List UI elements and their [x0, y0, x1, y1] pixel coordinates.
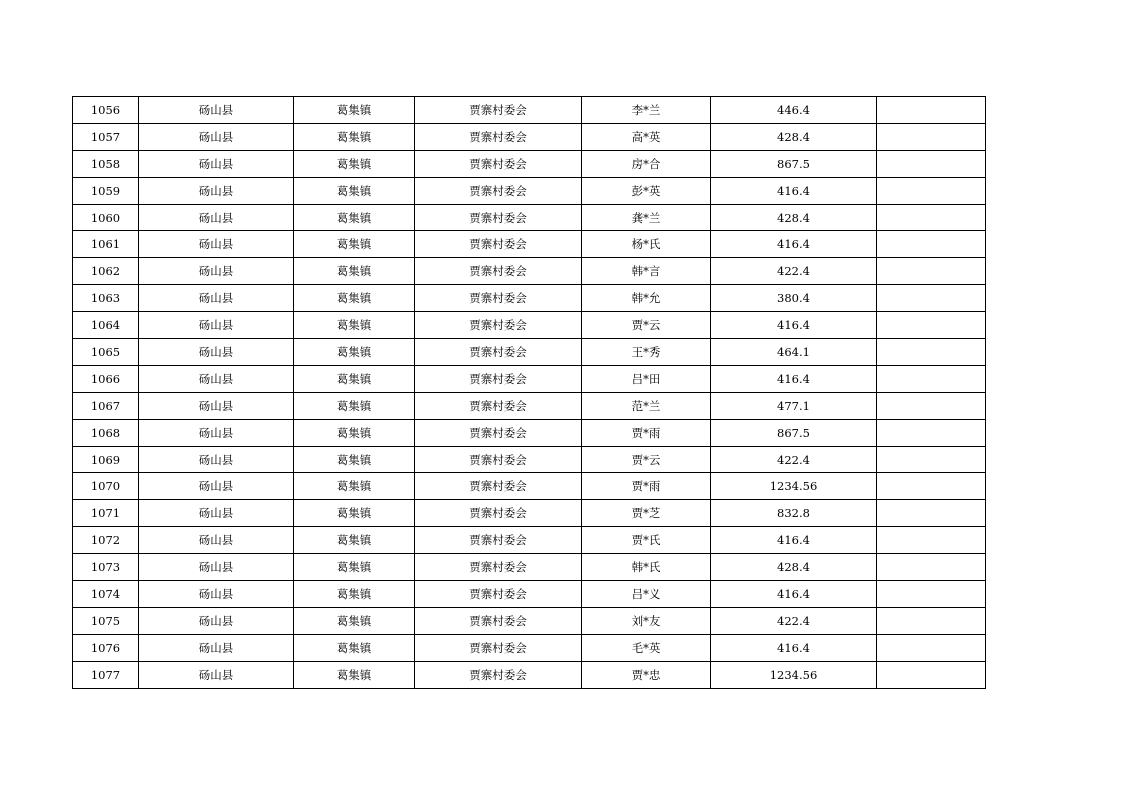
cell-county: 砀山县 [139, 123, 294, 150]
cell-name: 杨*氏 [582, 231, 711, 258]
cell-note [877, 634, 986, 661]
cell-amount: 428.4 [711, 123, 877, 150]
cell-note [877, 527, 986, 554]
cell-note [877, 285, 986, 312]
table-row [73, 634, 986, 661]
cell-village: 贾寨村委会 [415, 204, 582, 231]
table-body [73, 97, 986, 689]
cell-serial-number: 1065 [73, 339, 139, 366]
cell-village: 贾寨村委会 [415, 97, 582, 124]
cell-county: 砀山县 [139, 285, 294, 312]
cell-note [877, 500, 986, 527]
cell-note [877, 554, 986, 581]
cell-town: 葛集镇 [294, 258, 415, 285]
cell-name: 房*合 [582, 150, 711, 177]
cell-name: 刘*友 [582, 607, 711, 634]
cell-amount: 416.4 [711, 581, 877, 608]
table-row [73, 204, 986, 231]
cell-name: 彭*英 [582, 177, 711, 204]
cell-name: 贾*氏 [582, 527, 711, 554]
cell-village: 贾寨村委会 [415, 607, 582, 634]
cell-serial-number: 1067 [73, 392, 139, 419]
cell-village: 贾寨村委会 [415, 634, 582, 661]
cell-name: 贾*忠 [582, 661, 711, 688]
cell-town: 葛集镇 [294, 231, 415, 258]
cell-county: 砀山县 [139, 177, 294, 204]
cell-name: 贾*雨 [582, 419, 711, 446]
cell-serial-number: 1057 [73, 123, 139, 150]
table-row [73, 581, 986, 608]
cell-name: 韩*言 [582, 258, 711, 285]
cell-amount: 867.5 [711, 419, 877, 446]
cell-amount: 416.4 [711, 634, 877, 661]
cell-serial-number: 1062 [73, 258, 139, 285]
cell-town: 葛集镇 [294, 419, 415, 446]
cell-note [877, 607, 986, 634]
cell-serial-number: 1068 [73, 419, 139, 446]
cell-serial-number: 1076 [73, 634, 139, 661]
cell-serial-number: 1066 [73, 365, 139, 392]
cell-amount: 464.1 [711, 339, 877, 366]
cell-town: 葛集镇 [294, 150, 415, 177]
cell-county: 砀山县 [139, 97, 294, 124]
cell-town: 葛集镇 [294, 581, 415, 608]
cell-town: 葛集镇 [294, 634, 415, 661]
cell-name: 龚*兰 [582, 204, 711, 231]
cell-county: 砀山县 [139, 527, 294, 554]
cell-village: 贾寨村委会 [415, 392, 582, 419]
cell-village: 贾寨村委会 [415, 446, 582, 473]
cell-town: 葛集镇 [294, 527, 415, 554]
cell-amount: 832.8 [711, 500, 877, 527]
cell-serial-number: 1069 [73, 446, 139, 473]
cell-note [877, 446, 986, 473]
cell-village: 贾寨村委会 [415, 473, 582, 500]
cell-amount: 416.4 [711, 231, 877, 258]
cell-county: 砀山县 [139, 339, 294, 366]
cell-amount: 380.4 [711, 285, 877, 312]
cell-serial-number: 1075 [73, 607, 139, 634]
cell-town: 葛集镇 [294, 312, 415, 339]
table-row [73, 607, 986, 634]
cell-county: 砀山县 [139, 231, 294, 258]
cell-serial-number: 1059 [73, 177, 139, 204]
cell-village: 贾寨村委会 [415, 419, 582, 446]
cell-town: 葛集镇 [294, 339, 415, 366]
table-row [73, 312, 986, 339]
cell-county: 砀山县 [139, 661, 294, 688]
cell-amount: 416.4 [711, 177, 877, 204]
cell-note [877, 419, 986, 446]
cell-note [877, 473, 986, 500]
cell-name: 毛*英 [582, 634, 711, 661]
cell-serial-number: 1060 [73, 204, 139, 231]
cell-amount: 422.4 [711, 446, 877, 473]
cell-county: 砀山县 [139, 365, 294, 392]
cell-amount: 416.4 [711, 312, 877, 339]
cell-serial-number: 1077 [73, 661, 139, 688]
cell-name: 李*兰 [582, 97, 711, 124]
cell-amount: 1234.56 [711, 473, 877, 500]
cell-county: 砀山县 [139, 392, 294, 419]
table-row [73, 365, 986, 392]
cell-town: 葛集镇 [294, 285, 415, 312]
cell-village: 贾寨村委会 [415, 285, 582, 312]
cell-amount: 428.4 [711, 204, 877, 231]
table-row [73, 123, 986, 150]
cell-amount: 422.4 [711, 607, 877, 634]
cell-county: 砀山县 [139, 607, 294, 634]
cell-county: 砀山县 [139, 554, 294, 581]
table-row [73, 661, 986, 688]
cell-note [877, 581, 986, 608]
cell-amount: 446.4 [711, 97, 877, 124]
cell-note [877, 177, 986, 204]
cell-village: 贾寨村委会 [415, 177, 582, 204]
cell-amount: 416.4 [711, 527, 877, 554]
cell-county: 砀山县 [139, 258, 294, 285]
cell-note [877, 97, 986, 124]
cell-amount: 477.1 [711, 392, 877, 419]
cell-county: 砀山县 [139, 204, 294, 231]
table-row [73, 446, 986, 473]
cell-name: 贾*云 [582, 446, 711, 473]
cell-name: 高*英 [582, 123, 711, 150]
cell-amount: 867.5 [711, 150, 877, 177]
cell-name: 贾*云 [582, 312, 711, 339]
table-row [73, 339, 986, 366]
cell-county: 砀山县 [139, 581, 294, 608]
table-row [73, 392, 986, 419]
cell-county: 砀山县 [139, 473, 294, 500]
cell-village: 贾寨村委会 [415, 554, 582, 581]
table-row [73, 473, 986, 500]
cell-serial-number: 1072 [73, 527, 139, 554]
cell-town: 葛集镇 [294, 365, 415, 392]
table-row [73, 177, 986, 204]
cell-name: 韩*允 [582, 285, 711, 312]
table-row [73, 258, 986, 285]
cell-serial-number: 1074 [73, 581, 139, 608]
cell-serial-number: 1063 [73, 285, 139, 312]
cell-name: 贾*雨 [582, 473, 711, 500]
cell-village: 贾寨村委会 [415, 258, 582, 285]
cell-note [877, 150, 986, 177]
cell-name: 王*秀 [582, 339, 711, 366]
cell-amount: 422.4 [711, 258, 877, 285]
cell-village: 贾寨村委会 [415, 661, 582, 688]
data-table [72, 96, 986, 689]
cell-county: 砀山县 [139, 419, 294, 446]
cell-note [877, 339, 986, 366]
cell-note [877, 258, 986, 285]
cell-note [877, 312, 986, 339]
table-row [73, 285, 986, 312]
table-row [73, 150, 986, 177]
cell-town: 葛集镇 [294, 446, 415, 473]
cell-serial-number: 1073 [73, 554, 139, 581]
cell-county: 砀山县 [139, 446, 294, 473]
cell-serial-number: 1064 [73, 312, 139, 339]
cell-town: 葛集镇 [294, 177, 415, 204]
cell-county: 砀山县 [139, 150, 294, 177]
cell-name: 范*兰 [582, 392, 711, 419]
cell-village: 贾寨村委会 [415, 231, 582, 258]
cell-village: 贾寨村委会 [415, 123, 582, 150]
cell-name: 韩*氏 [582, 554, 711, 581]
cell-note [877, 123, 986, 150]
table-row [73, 527, 986, 554]
table-row [73, 554, 986, 581]
table-row [73, 500, 986, 527]
cell-village: 贾寨村委会 [415, 527, 582, 554]
cell-town: 葛集镇 [294, 204, 415, 231]
cell-town: 葛集镇 [294, 661, 415, 688]
cell-town: 葛集镇 [294, 97, 415, 124]
cell-town: 葛集镇 [294, 392, 415, 419]
cell-town: 葛集镇 [294, 473, 415, 500]
cell-note [877, 231, 986, 258]
cell-name: 吕*田 [582, 365, 711, 392]
cell-county: 砀山县 [139, 312, 294, 339]
cell-village: 贾寨村委会 [415, 500, 582, 527]
cell-amount: 1234.56 [711, 661, 877, 688]
cell-amount: 428.4 [711, 554, 877, 581]
cell-village: 贾寨村委会 [415, 339, 582, 366]
cell-town: 葛集镇 [294, 500, 415, 527]
cell-town: 葛集镇 [294, 607, 415, 634]
cell-name: 贾*芝 [582, 500, 711, 527]
cell-amount: 416.4 [711, 365, 877, 392]
cell-note [877, 365, 986, 392]
cell-note [877, 661, 986, 688]
cell-town: 葛集镇 [294, 554, 415, 581]
cell-village: 贾寨村委会 [415, 150, 582, 177]
cell-serial-number: 1061 [73, 231, 139, 258]
cell-note [877, 204, 986, 231]
cell-serial-number: 1056 [73, 97, 139, 124]
cell-village: 贾寨村委会 [415, 581, 582, 608]
cell-name: 吕*义 [582, 581, 711, 608]
table-row [73, 419, 986, 446]
cell-serial-number: 1071 [73, 500, 139, 527]
cell-village: 贾寨村委会 [415, 312, 582, 339]
cell-village: 贾寨村委会 [415, 365, 582, 392]
table-row [73, 231, 986, 258]
cell-town: 葛集镇 [294, 123, 415, 150]
cell-note [877, 392, 986, 419]
table-row [73, 97, 986, 124]
cell-serial-number: 1058 [73, 150, 139, 177]
cell-county: 砀山县 [139, 634, 294, 661]
cell-county: 砀山县 [139, 500, 294, 527]
cell-serial-number: 1070 [73, 473, 139, 500]
